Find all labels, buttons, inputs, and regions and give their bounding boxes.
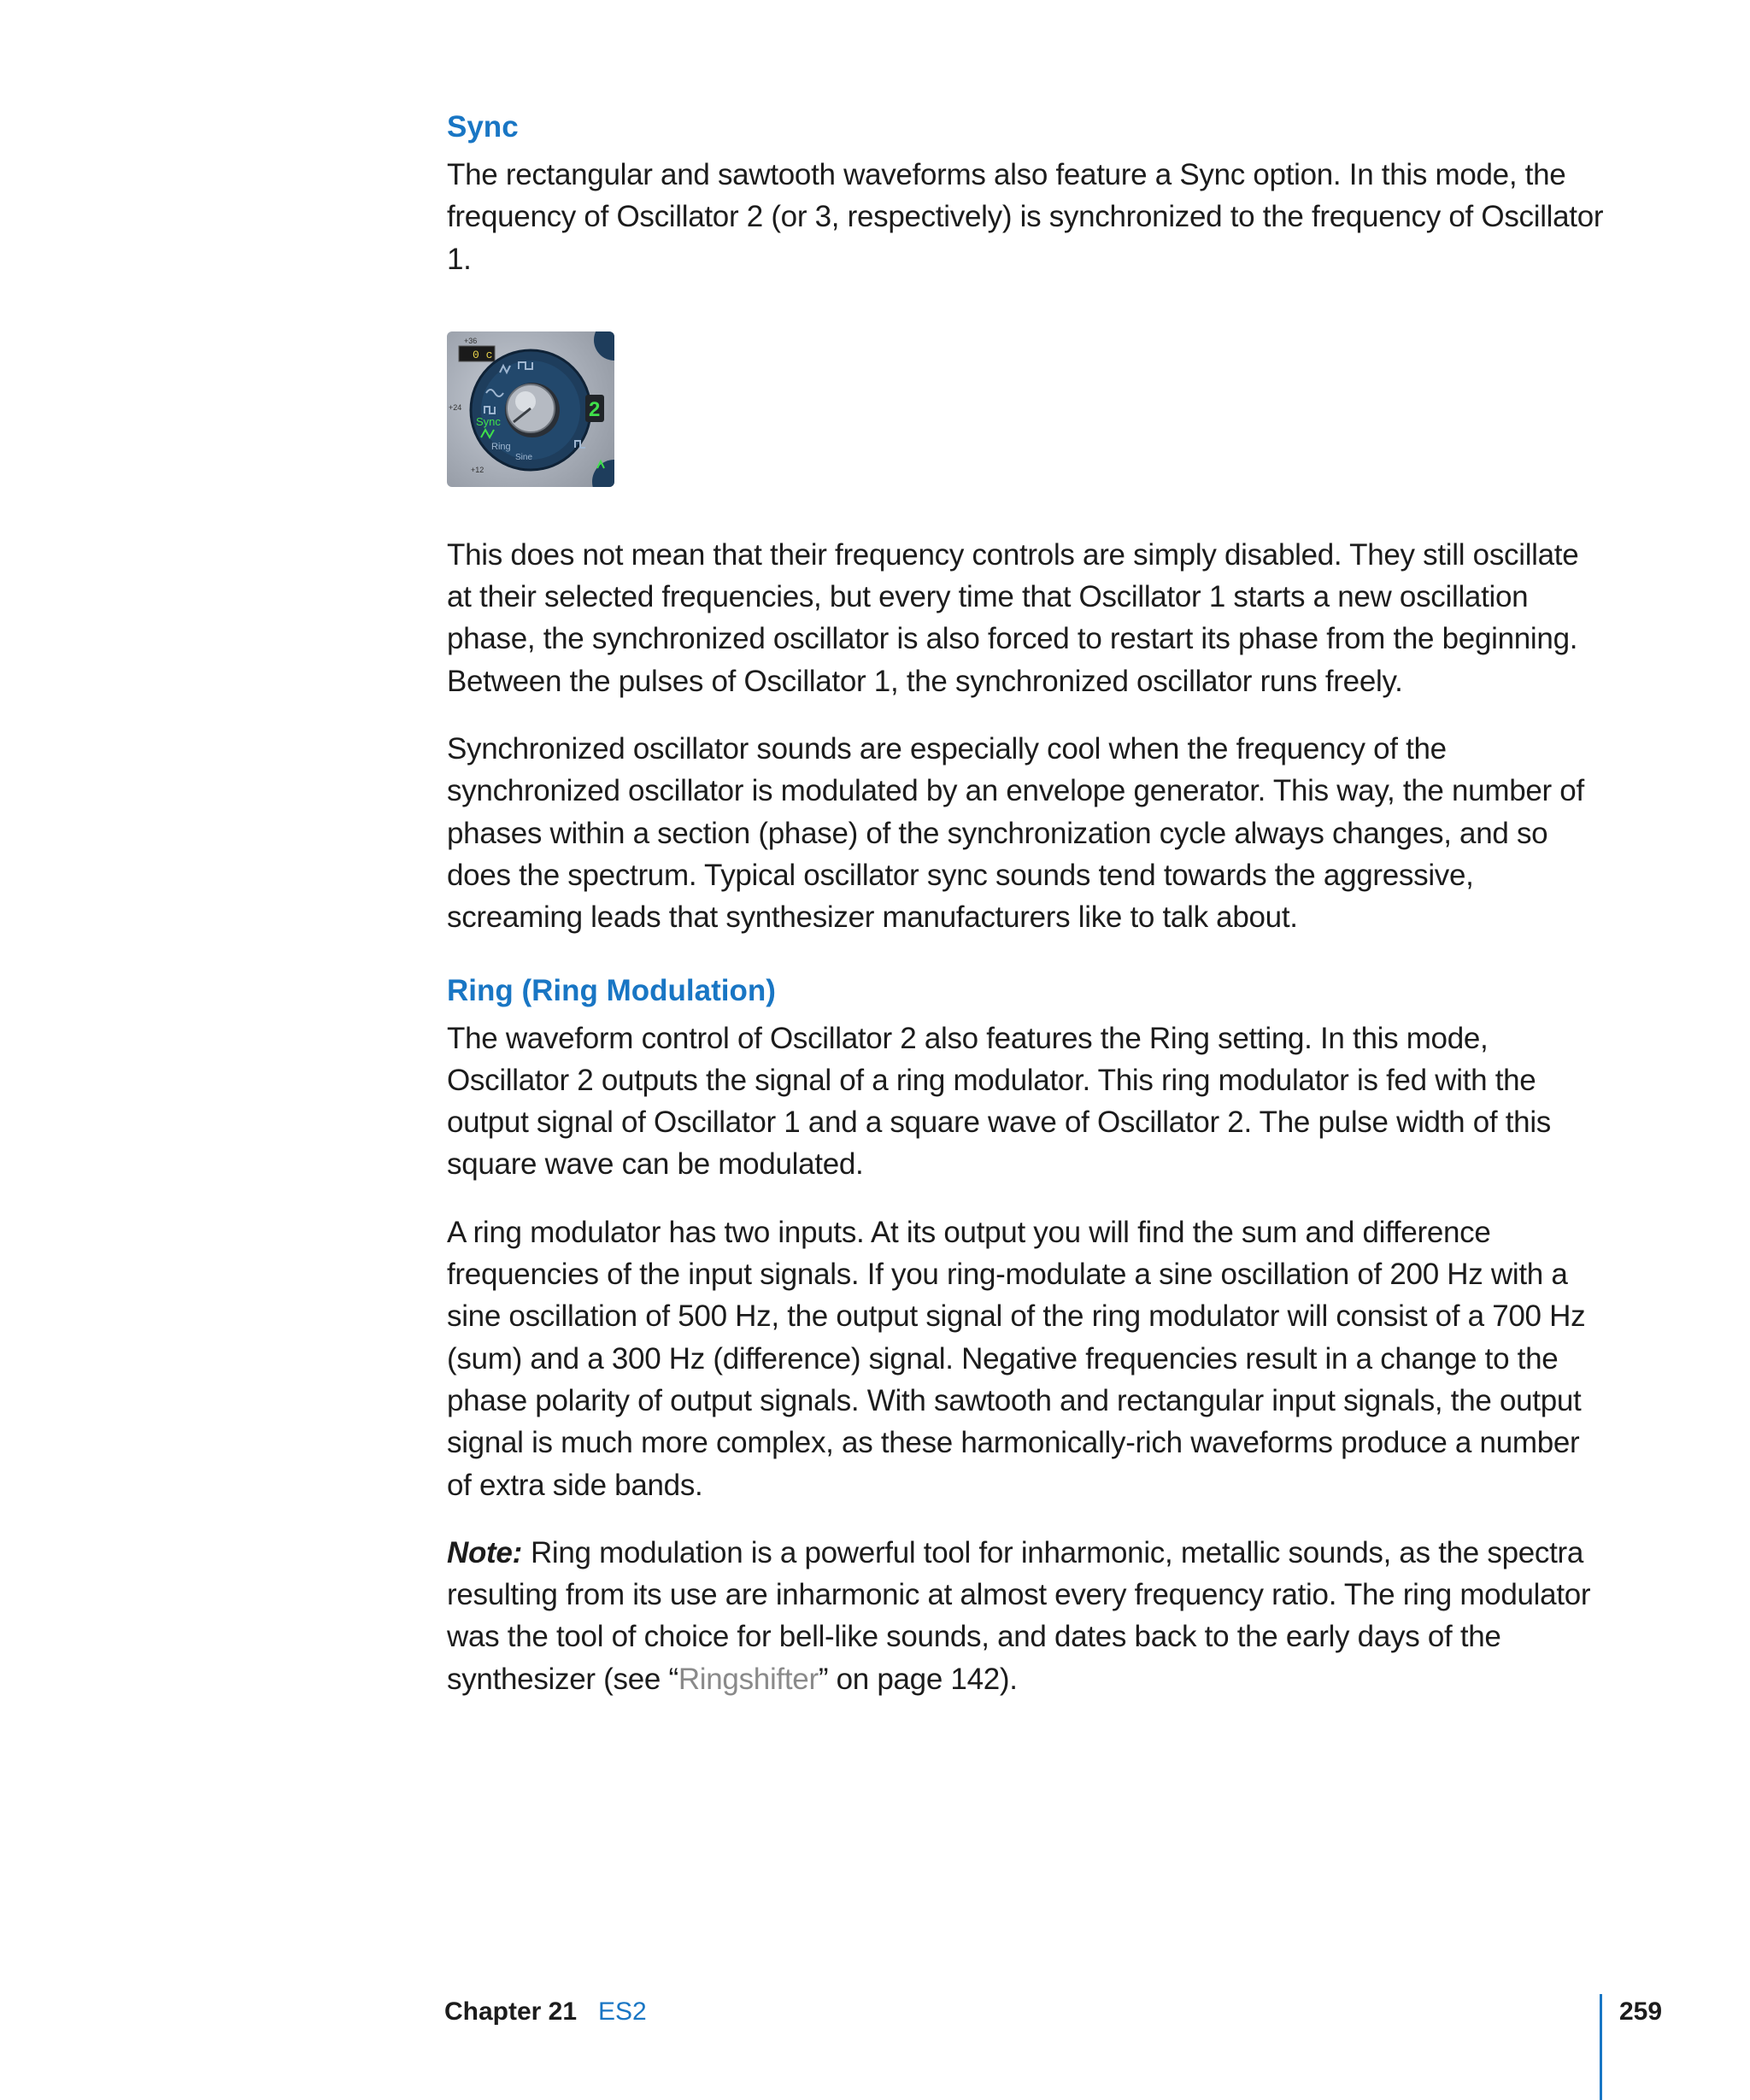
footer-chapter: Chapter 21 (444, 1997, 578, 2026)
sync-paragraph-2: Synchronized oscillator sounds are especially cool when the frequency of the synchronized oscillator is modulated by an envelope generator. This way, the number of phases within a section (phase) of the synchronization cycle always changes, and so does the spectrum. Typical oscillator sync sounds tend towards the aggressive, screaming leads that synthesizer manufacturers like to talk about. (447, 732, 1584, 935)
footer-page-number: 259 (1619, 1997, 1663, 2026)
sine-label: Sine (515, 452, 533, 462)
note-label: Note: (447, 1535, 522, 1569)
page-content (447, 101, 1609, 1726)
adjacent-dial-bottom (592, 460, 614, 487)
ringshifter-link[interactable]: Ringshifter (678, 1662, 819, 1696)
sync-heading: Sync (447, 110, 519, 144)
tune-readout: 0 c (473, 348, 493, 361)
note-text-before: Ring modulation is a powerful tool for inharmonic, metallic sounds, as the spectra resulting from its use are inharmonic at almost every frequency ratio. The ring modulator was the tool of choice for bell-like sounds, and dates back to the early days of the synthesizer (see “ (447, 1535, 1591, 1696)
sync-paragraph-1: This does not mean that their frequency controls are simply disabled. They still oscillate at their selected frequencies, but every time that Oscillator 1 starts a new oscillation phase, the synchronized oscillator is also forced to restart its phase from the beginning. Between the pulses of Oscillator 1, the synchronized oscillator runs freely. (447, 537, 1579, 698)
ring-paragraph-2: A ring modulator has two inputs. At its output you will find the sum and difference frequencies of the input signals. If you ring-modulate a sine oscillation of 200 Hz with a sine oscillation of 500 Hz, the output signal of the ring modulator will consist of a 700 Hz (sum) and a 300 Hz (difference) signal. Negative frequencies result in a change to the phase polarity of output signals. With sawtooth and rectangular input signals, the output signal is much more complex, as these harmonically-rich waveforms produce a number of extra side bands. (447, 1215, 1586, 1502)
sync-intro-paragraph: The rectangular and sawtooth waveforms also feature a Sync option. In this mode, the frequency of Oscillator 2 (or 3, respectively) is synchronized to the frequency of Oscillator 1. (447, 158, 1604, 276)
tick-label-left: +24 (449, 402, 462, 412)
note-paragraph (447, 1532, 1609, 1700)
tick-label-bottom: +12 (471, 465, 484, 474)
oscillator-waveform-knob-figure (447, 331, 614, 487)
ring-paragraph-1: The waveform control of Oscillator 2 also features the Ring setting. In this mode, Oscillator 2 outputs the signal of a ring modulator. This ring modulator is fed with the output signal of Oscillator 1 and a square wave of Oscillator 2. The pulse width of this square wave can be modulated. (447, 1021, 1551, 1182)
oscillator-number: 2 (589, 397, 601, 421)
tick-label-top: +36 (464, 336, 478, 345)
footer-divider (1600, 1994, 1602, 2100)
note-text-after: ” on page 142). (818, 1662, 1018, 1696)
sync-label: Sync (476, 414, 501, 428)
adjacent-dial-top (594, 331, 614, 361)
ring-label: Ring (491, 441, 511, 452)
waveform-knob-illustration (447, 331, 614, 487)
footer-chapter-title: ES2 (598, 1997, 647, 2026)
ring-heading: Ring (Ring Modulation) (447, 973, 776, 1007)
knob-highlight (515, 391, 536, 412)
